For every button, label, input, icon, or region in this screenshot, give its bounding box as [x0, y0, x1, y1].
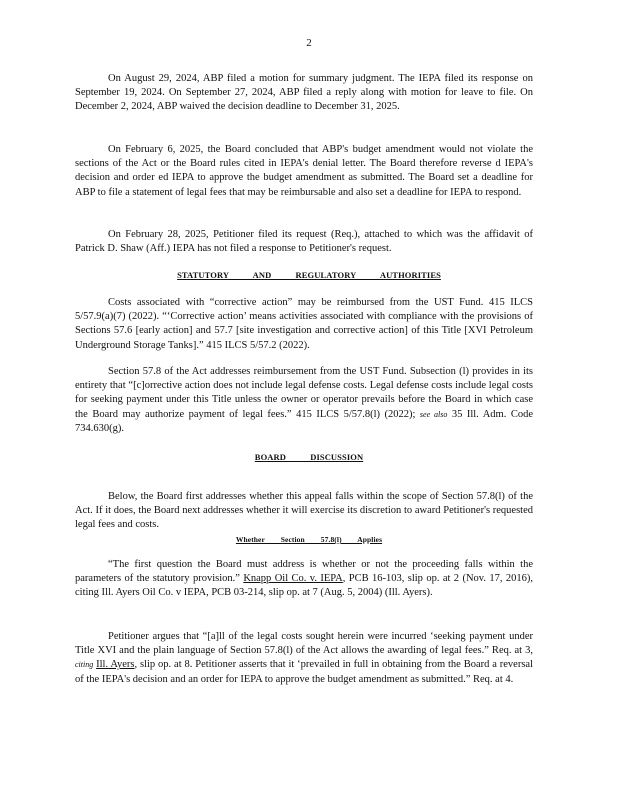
paragraph-text: On August 29, 2024, ABP filed a motion for summary judgment. The IEPA filed its response on September 19, 2024. On September 27, 2024, ABP filed a reply along with motion for leave to file. On December 2, 2024, ABP waived the decision deadline to December 31, 2025. — [75, 73, 533, 113]
paragraph-text: On February 6, 2025, the Board concluded that ABP's budget amendment would not violate the sections of the Act or the Board rules cited in IEPA's denial letter. The Board therefore reverse d IEPA's decision and order ed IEPA to approve the budget amendment as submitted. The Board set a deadline for ABP to file a statement of legal fees that may be reimbursable and also set a deadline for IEPA to respond. — [75, 144, 533, 198]
signal-citing: citing — [75, 660, 94, 670]
paragraph-discussion-intro — [75, 490, 533, 533]
subheading-whether-applies: Whether Section 57.8(l) Applies — [235, 535, 383, 544]
paragraph-text: Below, the Board first addresses whether this appeal falls within the scope of Section 57.8(l) of the Act. If it does, the Board next addresses whether it will exercise its discretion to award Petitioner's requested legal fees and costs. — [75, 491, 533, 531]
signal-see-also: see also — [419, 409, 448, 419]
case-name-knapp: Knapp Oil Co. v. IEPA — [243, 573, 343, 585]
paragraph-text: “The first question the Board must address is whether or not the proceeding falls within the parameters of the statutory provision.” Knapp Oil Co. v. IEPA, PCB 16-103, slip op. at 2 (Nov. 17, 2016), citing Ill. Ayers Oil Co. v IEPA, PCB 03-214, slip op. at 7 (Aug. 5, 2004) (Ill. Ayers). — [75, 559, 534, 599]
paragraph-section-57-8 — [75, 365, 533, 436]
case-name-ayers: Ill. Ayers — [96, 659, 135, 671]
paragraph-text: Petitioner argues that “[a]ll of the legal costs sought herein were incurred ‘seeking payment under Title XVI and the plain language of Section 57.8(l) of the Act allows the awarding of legal fees.” Req. at 3, citing Ill. Ayers, slip op. at 8. Petitioner asserts that it ‘prevailed in full in obtaining from the Board a reversal of the IEPA's decision and an order for IEPA to approve the budget amendment as submitted.” Req. at 4. — [75, 631, 533, 685]
page-number: 2 — [306, 37, 312, 49]
paragraph-text: Costs associated with “corrective action” may be reimbursed from the UST Fund. 415 ILCS 5/57.9(a)(7) (2022). “‘Corrective action’ means activities associated with compliance with the provisions of Sections 57.6 [early action] and 57.7 [site investigation and corrective action] of this Title [XVI Petroleum Underground Storage Tanks].” 415 ILCS 5/57.2 (2022). — [75, 297, 533, 351]
paragraph-petitioner-argues — [75, 630, 533, 687]
section-heading-statutory: STATUTORY AND REGULATORY AUTHORITIES — [177, 270, 441, 280]
paragraph-first-question — [75, 558, 533, 601]
paragraph-text: Section 57.8 of the Act addresses reimbursement from the UST Fund. Subsection (l) provides in its entirety that “[c]orrective action does not include legal defense costs. Legal defense costs include legal costs for seeking payment under this Title unless the owner or operator prevails before the Board in which case the Board may authorize payment of legal fees.” 415 ILCS 5/57.8(l) (2022); see also 35 Ill. Adm. Code 734.630(g). — [75, 366, 533, 434]
paragraph-board-conclusion — [75, 143, 533, 200]
paragraph-corrective-action — [75, 296, 533, 353]
paragraph-petitioner-request — [75, 228, 533, 256]
section-heading-board-discussion: BOARD DISCUSSION — [254, 452, 364, 462]
paragraph-procedural-history — [75, 72, 533, 115]
paragraph-text: On February 28, 2025, Petitioner filed its request (Req.), attached to which was the affidavit of Patrick D. Shaw (Aff.) IEPA has not filed a response to Petitioner's request. — [75, 229, 533, 255]
